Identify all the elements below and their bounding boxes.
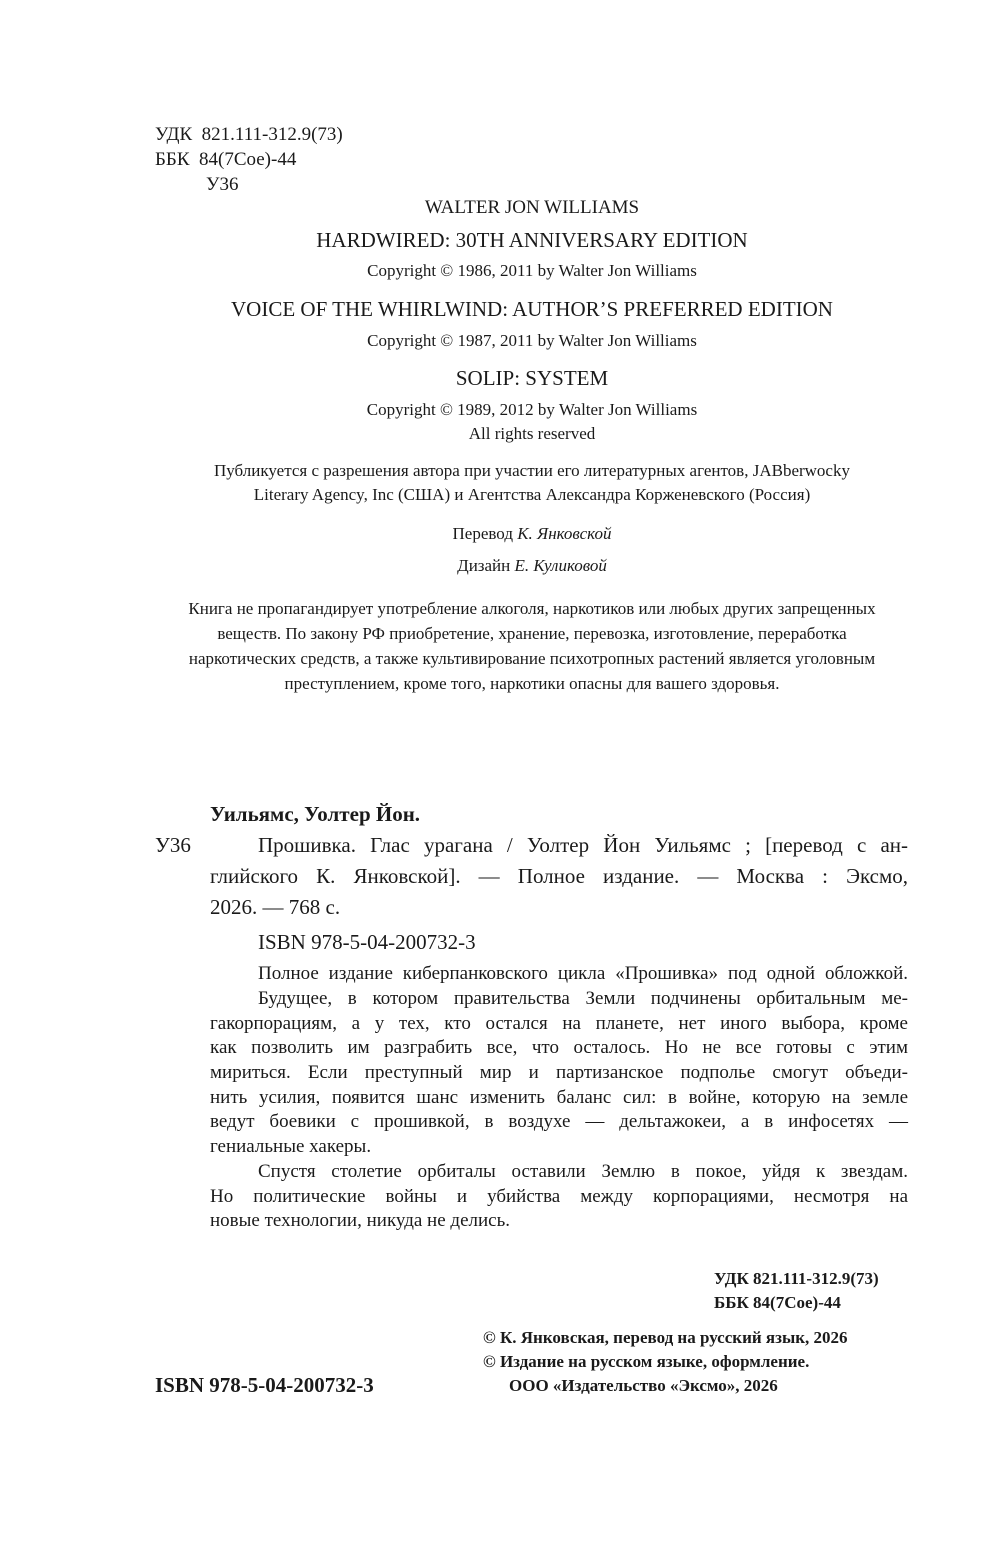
catalog-mark: У36 (155, 833, 191, 857)
permission-line: Публикуется с разрешения автора при участии его литературных агентов, JABberwocky (214, 461, 850, 480)
disclaimer-line: веществ. По закону РФ приобретение, хранение, перевозка, изготовление, переработка (217, 624, 847, 643)
catalog-description: 2026. — 768 с. (210, 895, 341, 919)
catalog-description: Прошивка. Глас урагана / Уолтер Йон Уильямс ; [перевод с ан- (258, 833, 908, 857)
copyright-publisher: ООО «Издательство «Эксмо», 2026 (509, 1376, 778, 1395)
work-copyright: Copyright © 1986, 2011 by Walter Jon Williams (367, 261, 697, 280)
annotation-line: Будущее, в котором правительства Земли подчинены орбитальным ме- (258, 988, 908, 1009)
annotation-line: новые технологии, никуда не делись. (210, 1210, 511, 1231)
catalog-udk: УДК 821.111-312.9(73) (714, 1269, 879, 1288)
author-mark: У36 (206, 174, 239, 195)
annotation-line: Спустя столетие орбиталы оставили Землю в покое, уйдя к звездам. (258, 1161, 908, 1182)
work-copyright: Copyright © 1989, 2012 by Walter Jon Williams (366, 400, 698, 419)
catalog-description: глийского К. Янковской]. — Полное издание. — Москва : Эксмо, (210, 864, 908, 888)
catalog-author: Уильямс, Уолтер Йон. (210, 802, 421, 826)
disclaimer-line: наркотических средств, а также культивирование психотропных растений является уголовным (188, 649, 876, 668)
annotation-line: как позволить им разграбить все, что осталось. Но не все готовы с этим (210, 1037, 908, 1058)
work-title: VOICE OF THE WHIRLWIND: AUTHOR’S PREFERRED EDITION (231, 297, 833, 321)
work-copyright: Copyright © 1987, 2011 by Walter Jon Williams (367, 331, 697, 350)
all-rights-reserved: All rights reserved (468, 424, 596, 443)
work-title: HARDWIRED: 30TH ANNIVERSARY EDITION (316, 228, 748, 252)
annotation-line: мириться. Если преступный мир и партизанское подполье смогут объеди- (210, 1062, 908, 1083)
permission-line: Literary Agency, Inc (США) и Агентства Александра Корженевского (Россия) (253, 485, 811, 504)
bbk-header: ББК 84(7Сое)-44 (155, 149, 297, 170)
translator-credit: Перевод К. Янковской (452, 524, 612, 543)
udk-header: УДК 821.111-312.9(73) (155, 124, 343, 145)
original-author: WALTER JON WILLIAMS (424, 197, 640, 218)
annotation-line: ведут боевики с прошивкой, в воздухе — дельтажокеи, а в инфосетях — (210, 1111, 908, 1132)
catalog-isbn: ISBN 978-5-04-200732-3 (258, 930, 476, 954)
copyright-translation: © К. Янковская, перевод на русский язык, 2026 (483, 1328, 848, 1347)
annotation-line: гениальные хакеры. (210, 1136, 372, 1157)
disclaimer-line: Книга не пропагандирует употребление алкоголя, наркотиков или любых других запрещенных (188, 599, 876, 618)
annotation-line: нить усилия, появится шанс изменить баланс сил: в войне, которую на земле (210, 1087, 908, 1108)
annotation-line: Но политические войны и убийства между корпорациями, несмотря на (210, 1186, 908, 1207)
annotation-line: гакорпорациям, а у тех, кто остался на планете, нет иного выбора, кроме (210, 1013, 908, 1034)
designer-credit: Дизайн Е. Куликовой (457, 556, 607, 575)
copyright-edition: © Издание на русском языке, оформление. (483, 1352, 810, 1371)
work-title: SOLIP: SYSTEM (455, 366, 609, 390)
footer-isbn: ISBN 978-5-04-200732-3 (155, 1373, 374, 1397)
catalog-bbk: ББК 84(7Сое)-44 (714, 1293, 841, 1312)
disclaimer-line: преступлением, кроме того, наркотики опасны для вашего здоровья. (284, 674, 780, 693)
annotation-line: Полное издание киберпанковского цикла «Прошивка» под одной обложкой. (258, 963, 908, 984)
